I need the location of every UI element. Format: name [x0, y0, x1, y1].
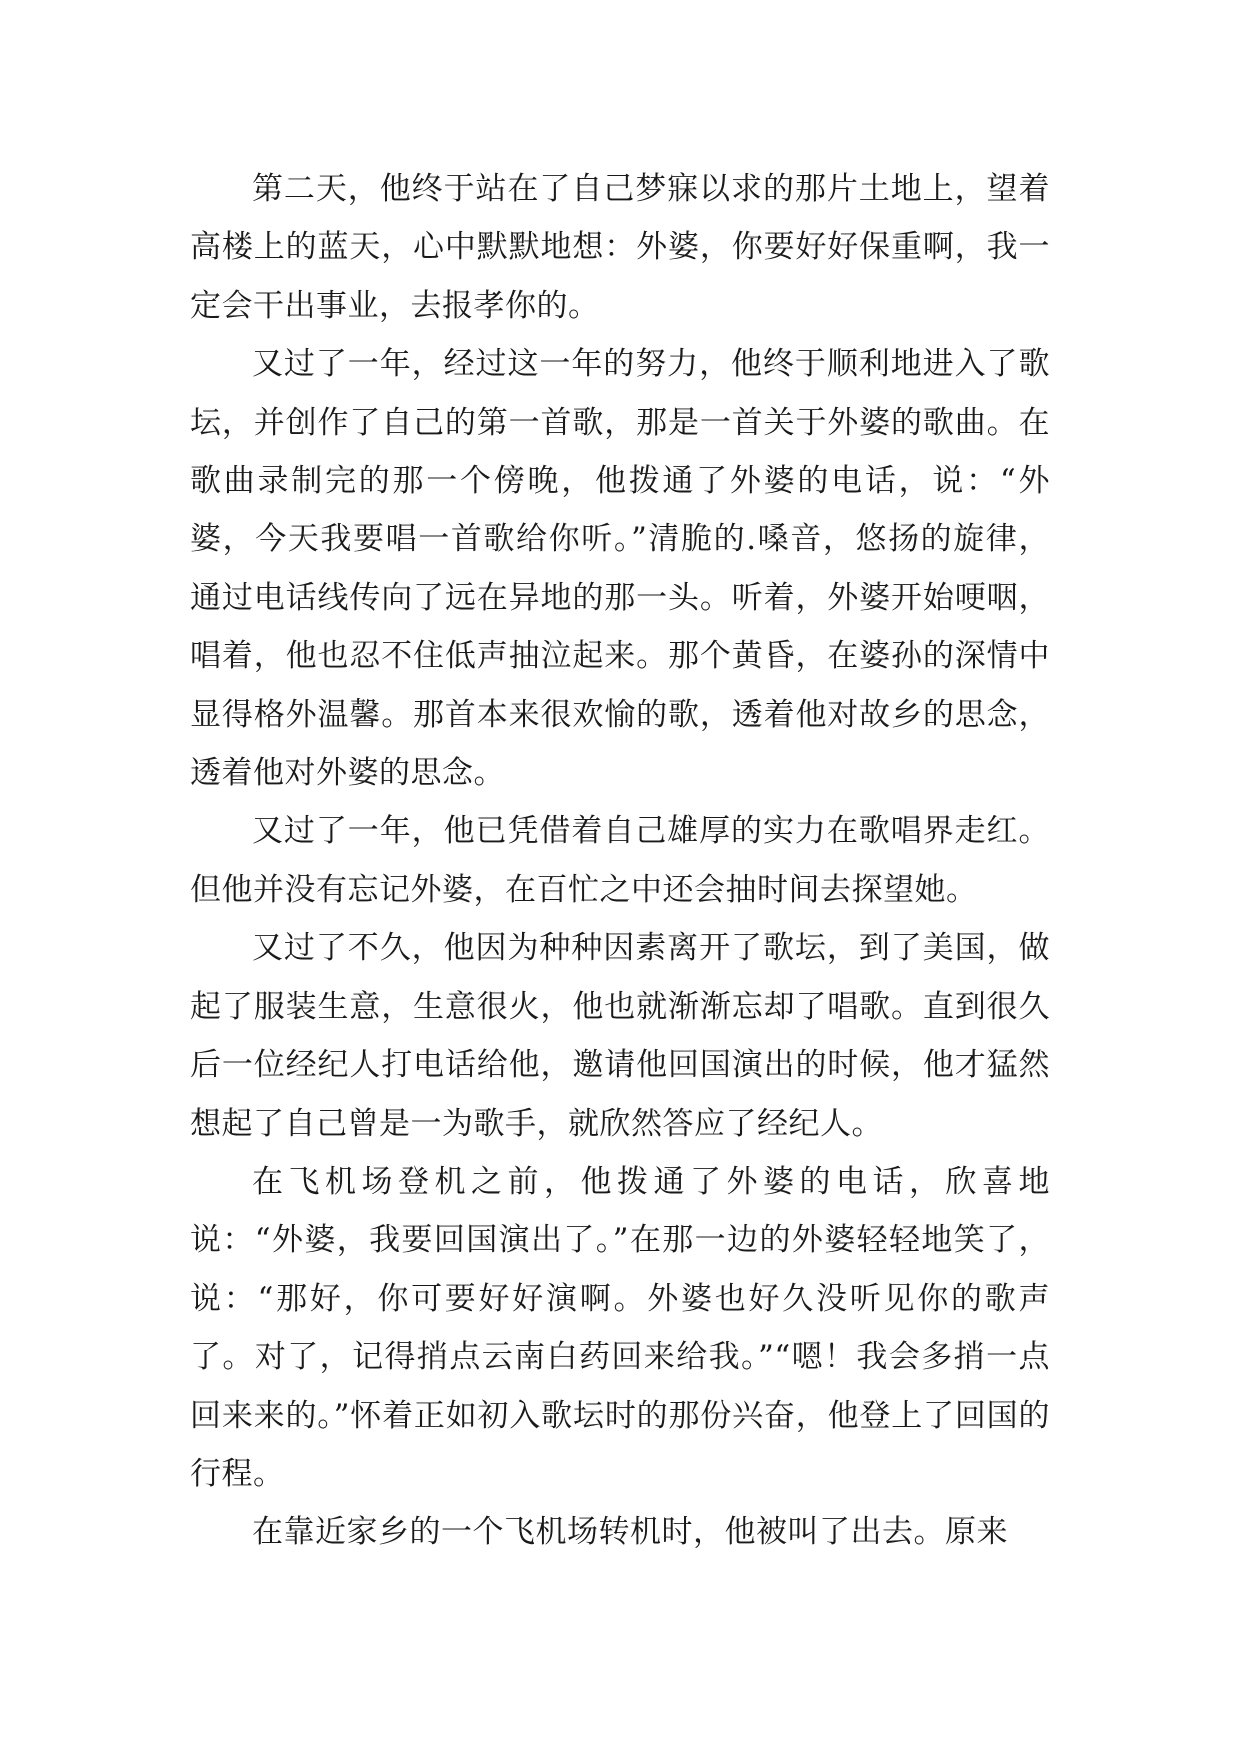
- paragraph-3: 又过了一年，他已凭借着自己雄厚的实力在歌唱界走红。但他并没有忘记外婆，在百忙之中还会抽时间去探望她。: [190, 813, 1050, 908]
- paragraph-1: 第二天，他终于站在了自己梦寐以求的那片土地上，望着高楼上的蓝天，心中默默地想：外婆，你要好好保重啊，我一定会干出事业，去报孝你的。: [190, 171, 1050, 324]
- body-text: [190, 160, 1050, 1562]
- paragraph-5: 在飞机场登机之前，他拨通了外婆的电话，欣喜地说：“外婆，我要回国演出了。”在那一边的外婆轻轻地笑了，说：“那好，你可要好好演啊。外婆也好久没听见你的歌声了。对了，记得捎点云南白药回来给我。”“嗯！我会多捎一点回来来的。”怀着正如初入歌坛时的那份兴奋，他登上了回国的行程。: [190, 1163, 1050, 1492]
- paragraph-6: 在靠近家乡的一个飞机场转机时，他被叫了出去。原来: [252, 1514, 1008, 1551]
- paragraph-4: 又过了不久，他因为种种因素离开了歌坛，到了美国，做起了服装生意，生意很火，他也就渐渐忘却了唱歌。直到很久后一位经纪人打电话给他，邀请他回国演出的时候，他才猛然想起了自己曾是一为歌手，就欣然答应了经纪人。: [190, 930, 1050, 1142]
- paragraph-2: 又过了一年，经过这一年的努力，他终于顺利地进入了歌坛，并创作了自己的第一首歌，那是一首关于外婆的歌曲。在歌曲录制完的那一个傍晚，他拨通了外婆的电话，说：“外婆，今天我要唱一首歌给你听。”清脆的.嗓音，悠扬的旋律，通过电话线传向了远在异地的那一头。听着，外婆开始哽咽，唱着，他也忍不住低声抽泣起来。那个黄昏，在婆孙的深情中显得格外温馨。那首本来很欢愉的歌，透着他对故乡的思念，透着他对外婆的思念。: [190, 346, 1050, 792]
